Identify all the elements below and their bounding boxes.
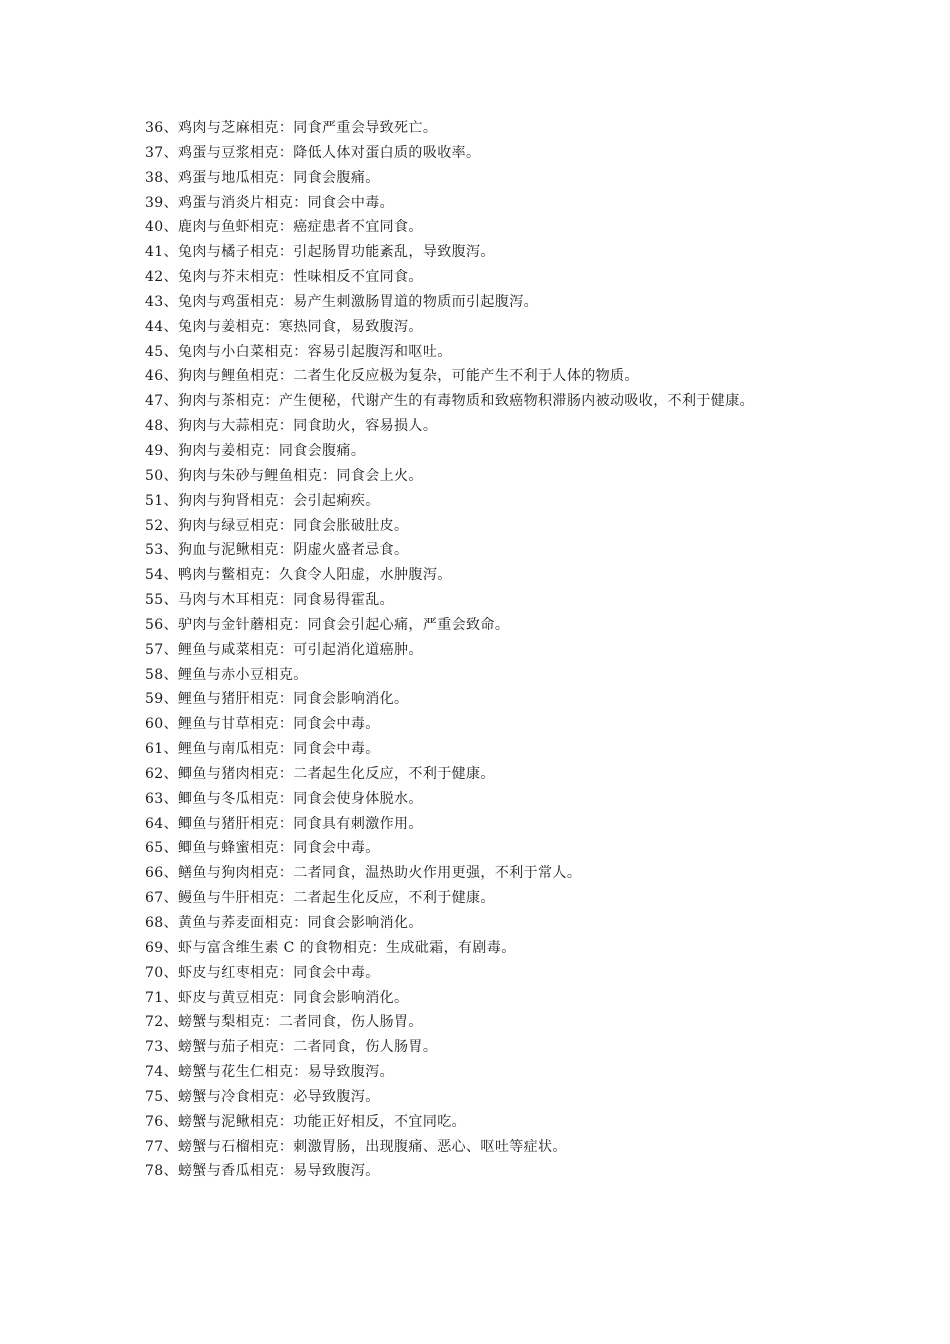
list-item: 62、鲫鱼与猪肉相克：二者起生化反应，不利于健康。 (145, 765, 495, 782)
list-item: 50、狗肉与朱砂与鲤鱼相克：同食会上火。 (145, 467, 423, 484)
list-item: 56、驴肉与金针蘑相克：同食会引起心痛，严重会致命。 (145, 616, 510, 633)
list-item: 39、鸡蛋与消炎片相克：同食会中毒。 (145, 194, 395, 211)
list-item: 42、兔肉与芥末相克：性味相反不宜同食。 (145, 269, 423, 286)
list-item: 36、鸡肉与芝麻相克：同食严重会导致死亡。 (145, 120, 438, 136)
list-item: 77、螃蟹与石榴相克：刺激胃肠，出现腹痛、恶心、呕吐等症状。 (145, 1138, 567, 1155)
list-item: 70、虾皮与红枣相克：同食会中毒。 (145, 964, 380, 981)
list-item: 57、鲤鱼与咸菜相克：可引起消化道癌肿。 (145, 641, 423, 658)
list-item: 71、虾皮与黄豆相克：同食会影响消化。 (145, 989, 409, 1006)
list-item: 37、鸡蛋与豆浆相克：降低人体对蛋白质的吸收率。 (145, 144, 481, 161)
list-item: 78、螃蟹与香瓜相克：易导致腹泻。 (145, 1163, 380, 1180)
list-item: 76、螃蟹与泥鳅相克：功能正好相反，不宜同吃。 (145, 1113, 467, 1130)
list-item: 60、鲤鱼与甘草相克：同食会中毒。 (145, 716, 380, 733)
list-item: 45、兔肉与小白菜相克：容易引起腹泻和呕吐。 (145, 343, 452, 360)
list-item: 66、鳝鱼与狗肉相克：二者同食，温热助火作用更强，不利于常人。 (145, 865, 582, 882)
list-item: 46、狗肉与鲤鱼相克：二者生化反应极为复杂，可能产生不利于人体的物质。 (145, 368, 639, 385)
list-item: 65、鲫鱼与蜂蜜相克：同食会中毒。 (145, 840, 380, 857)
list-item: 53、狗血与泥鳅相克：阴虚火盛者忌食。 (145, 542, 409, 559)
list-item: 49、狗肉与姜相克：同食会腹痛。 (145, 442, 366, 459)
list-item: 69、虾与富含维生素 C 的食物相克：生成砒霜，有剧毒。 (145, 939, 516, 956)
list-item: 41、兔肉与橘子相克：引起肠胃功能紊乱，导致腹泻。 (145, 244, 495, 261)
list-item: 55、马肉与木耳相克：同食易得霍乱。 (145, 592, 395, 609)
list-item: 47、狗肉与茶相克：产生便秘，代谢产生的有毒物质和致癌物积滞肠内被动吸收，不利于健康。 (145, 393, 755, 410)
list-item: 54、鸭肉与鳖相克：久食令人阳虚，水肿腹泻。 (145, 567, 452, 584)
list-item: 51、狗肉与狗肾相克：会引起痢疾。 (145, 492, 380, 509)
list-item: 72、螃蟹与梨相克：二者同食，伤人肠胃。 (145, 1014, 423, 1031)
list-item: 75、螃蟹与冷食相克：必导致腹泻。 (145, 1088, 380, 1105)
list-item: 68、黄鱼与荞麦面相克：同食会影响消化。 (145, 915, 423, 931)
list-item: 40、鹿肉与鱼虾相克：癌症患者不宜同食。 (145, 219, 423, 236)
list-item: 58、鲤鱼与赤小豆相克。 (145, 666, 308, 683)
list-item: 48、狗肉与大蒜相克：同食助火，容易损人。 (145, 418, 438, 435)
list-item: 61、鲤鱼与南瓜相克：同食会中毒。 (145, 741, 380, 758)
list-item: 38、鸡蛋与地瓜相克：同食会腹痛。 (145, 169, 380, 186)
list-item: 73、螃蟹与茄子相克：二者同食，伤人肠胃。 (145, 1039, 438, 1056)
list-item: 43、兔肉与鸡蛋相克：易产生刺激肠胃道的物质而引起腹泻。 (145, 293, 539, 310)
list-item: 63、鲫鱼与冬瓜相克：同食会使身体脱水。 (145, 790, 423, 807)
list-item: 52、狗肉与绿豆相克：同食会胀破肚皮。 (145, 517, 409, 534)
list-item: 67、鳗鱼与牛肝相克：二者起生化反应，不利于健康。 (145, 890, 495, 907)
list-item: 64、鲫鱼与猪肝相克：同食具有刺激作用。 (145, 815, 423, 832)
list-item: 44、兔肉与姜相克：寒热同食，易致腹泻。 (145, 318, 423, 335)
list-item: 74、螃蟹与花生仁相克：易导致腹泻。 (145, 1064, 395, 1081)
food-incompatibility-list (145, 116, 815, 1184)
list-item: 59、鲤鱼与猪肝相克：同食会影响消化。 (145, 691, 409, 708)
